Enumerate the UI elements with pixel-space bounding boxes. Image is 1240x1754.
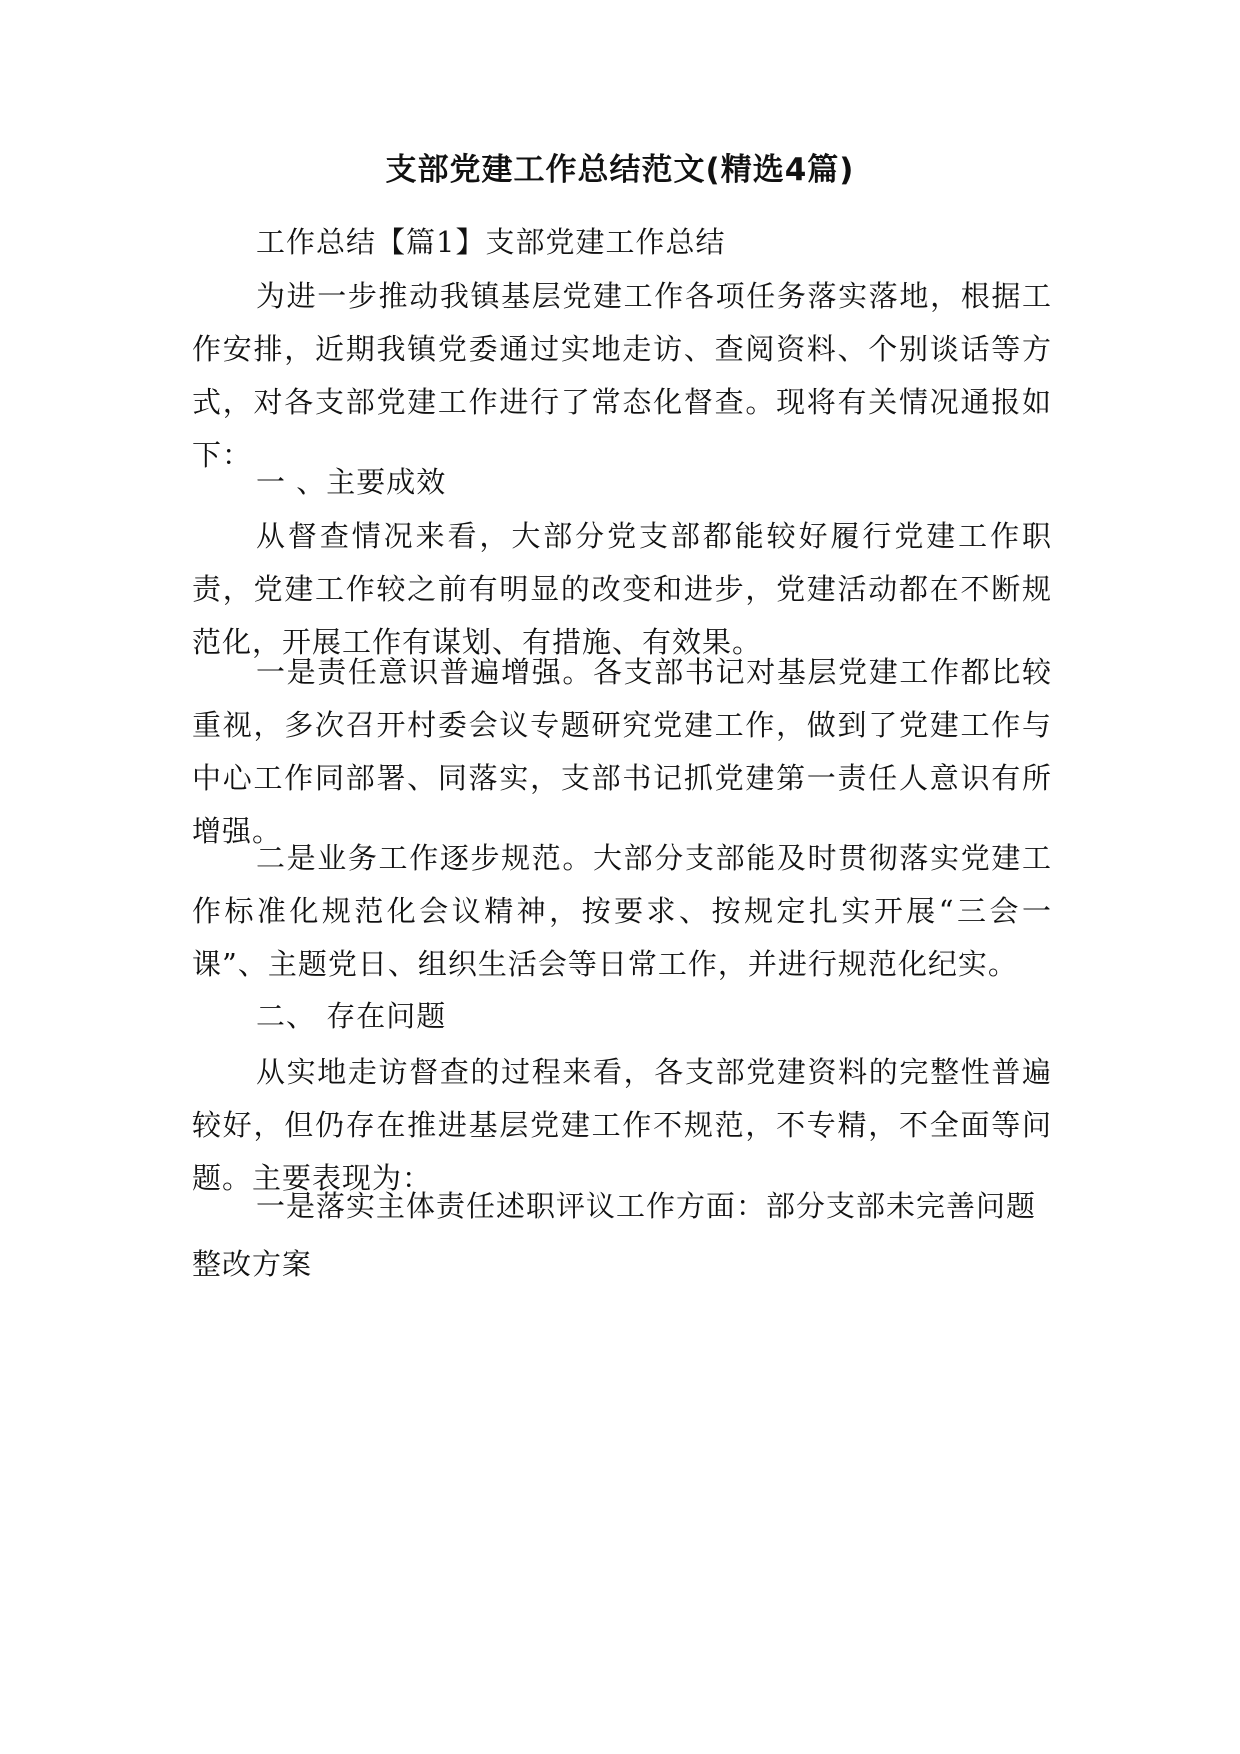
document-title: 支部党建工作总结范文(精选4篇) bbox=[385, 152, 855, 188]
results-point-2-paragraph: 二是业务工作逐步规范。大部分支部能及时贯彻落实党建工作标准化规范化会议精神，按要求、按规定扎实开展“三会一课”、主题党日、组织生活会等日常工作，并进行规范化纪实。 bbox=[192, 841, 1052, 981]
problems-summary-paragraph: 从实地走访督查的过程来看，各支部党建资料的完整性普遍较好，但仍存在推进基层党建工作不规范，不专精，不全面等问题。主要表现为： bbox=[192, 1055, 1052, 1195]
problems-point-1-continuation: 整改方案 bbox=[192, 1247, 313, 1281]
heading-existing-problems: 二、 存在问题 bbox=[256, 999, 447, 1033]
section-heading: 工作总结【篇1】支部党建工作总结 bbox=[256, 225, 726, 259]
intro-paragraph: 为进一步推动我镇基层党建工作各项任务落实落地，根据工作安排，近期我镇党委通过实地走访、查阅资料、个别谈话等方式，对各支部党建工作进行了常态化督查。现将有关情况通报如下： bbox=[192, 279, 1052, 472]
results-summary-paragraph: 从督查情况来看，大部分党支部都能较好履行党建工作职责，党建工作较之前有明显的改变和进步，党建活动都在不断规范化，开展工作有谋划、有措施、有效果。 bbox=[192, 519, 1052, 659]
heading-main-results: 一 、主要成效 bbox=[256, 465, 447, 499]
problems-point-1-paragraph: 一是落实主体责任述职评议工作方面：部分支部未完善问题 bbox=[256, 1189, 1037, 1223]
results-point-1-paragraph: 一是责任意识普遍增强。各支部书记对基层党建工作都比较重视，多次召开村委会议专题研究党建工作，做到了党建工作与中心工作同部署、同落实，支部书记抓党建第一责任人意识有所增强。 bbox=[192, 655, 1052, 848]
